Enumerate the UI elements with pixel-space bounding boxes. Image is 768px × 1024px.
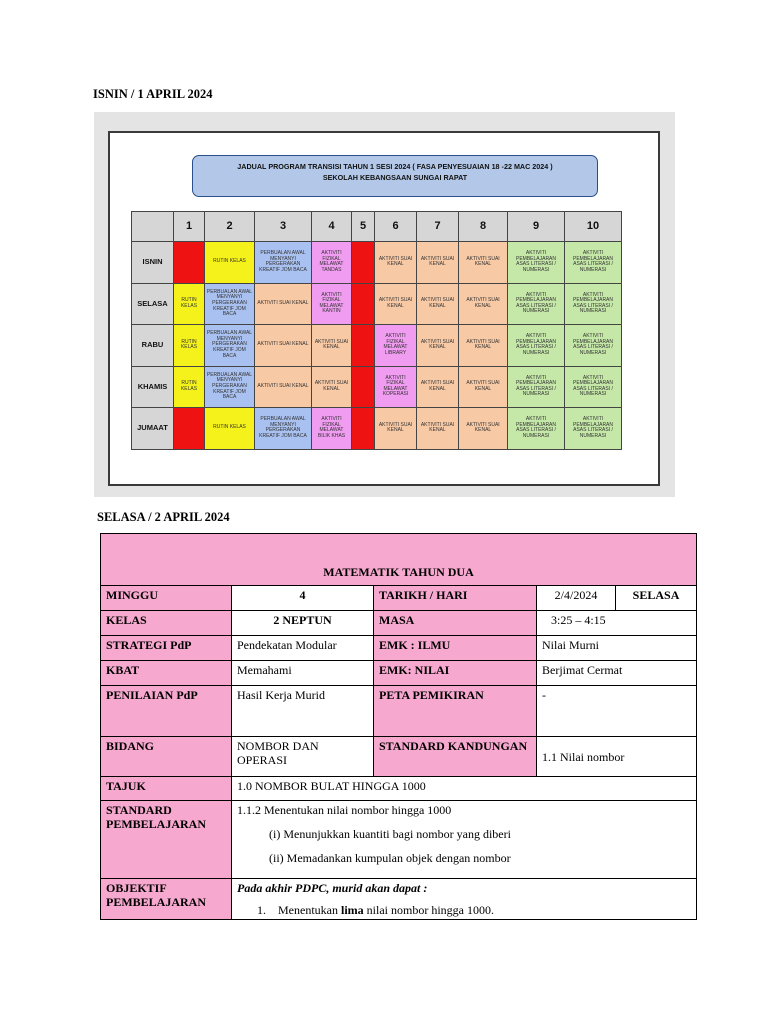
timetable-activity-cell: AKTIVITI FIZIKAL MELAWAT TANDAS <box>312 242 352 284</box>
timetable-activity-cell: RUTIN KELAS <box>174 366 205 408</box>
emk-nilai-label: EMK: NILAI <box>374 661 537 686</box>
timetable-activity-cell: AKTIVITI SUAI KENAL <box>417 242 459 284</box>
timetable-row <box>132 283 622 325</box>
timetable-period-header: 4 <box>312 212 352 242</box>
objektif-item-emphasis: lima <box>340 903 364 917</box>
minggu-value: 4 <box>232 586 374 611</box>
masa-value: 3:25 – 4:15 <box>537 611 697 636</box>
timetable-activity-cell: AKTIVITI SUAI KENAL <box>255 283 312 325</box>
timetable-period-header: 1 <box>174 212 205 242</box>
timetable-grid <box>131 211 622 450</box>
timetable-activity-cell: AKTIVITI SUAI KENAL <box>459 242 508 284</box>
timetable-activity-cell: AKTIVITI PEMBELAJARAN ASAS LITERASI / NUMERASI <box>565 325 622 367</box>
kbat-label: KBAT <box>101 661 232 686</box>
timetable-activity-cell: RUTIN KELAS <box>174 283 205 325</box>
emk-ilmu-value: Nilai Murni <box>537 636 697 661</box>
emk-ilmu-label: EMK : ILMU <box>374 636 537 661</box>
timetable-activity-cell: AKTIVITI SUAI KENAL <box>375 283 417 325</box>
strategi-value: Pendekatan Modular <box>232 636 374 661</box>
timetable-day-label: RABU <box>132 325 174 367</box>
objektif-item-number: 1. <box>257 903 266 917</box>
timetable-activity-cell: AKTIVITI SUAI KENAL <box>375 242 417 284</box>
timetable-activity-cell: AKTIVITI PEMBELAJARAN ASAS LITERASI / NUMERASI <box>565 408 622 450</box>
timetable-activity-cell: AKTIVITI PEMBELAJARAN ASAS LITERASI / NUMERASI <box>508 366 565 408</box>
timetable-period-header: 7 <box>417 212 459 242</box>
sp-line-3: (ii) Memadankan kumpulan objek dengan nombor <box>269 851 511 865</box>
heading-isnin: ISNIN / 1 APRIL 2024 <box>93 87 213 101</box>
timetable-activity-cell: AKTIVITI PEMBELAJARAN ASAS LITERASI / NUMERASI <box>508 242 565 284</box>
timetable-activity-cell: AKTIVITI SUAI KENAL <box>255 325 312 367</box>
heading-selasa: SELASA / 2 APRIL 2024 <box>97 510 230 524</box>
timetable-title: JADUAL PROGRAM TRANSISI TAHUN 1 SESI 2024 ( FASA PENYESUAIAN 18 -22 MAC 2024 ) <box>237 162 553 171</box>
timetable-activity-cell: AKTIVITI PEMBELAJARAN ASAS LITERASI / NUMERASI <box>508 283 565 325</box>
timetable-activity-cell: AKTIVITI PEMBELAJARAN ASAS LITERASI / NUMERASI <box>508 408 565 450</box>
sp-label: STANDARD PEMBELAJARAN <box>101 801 232 879</box>
timetable-activity-cell: AKTIVITI SUAI KENAL <box>417 325 459 367</box>
timetable-period-header: 5 <box>352 212 375 242</box>
timetable-activity-cell: AKTIVITI PEMBELAJARAN ASAS LITERASI / NUMERASI <box>508 325 565 367</box>
timetable-activity-cell: AKTIVITI PEMBELAJARAN ASAS LITERASI / NUMERASI <box>565 366 622 408</box>
timetable-sheet <box>108 131 660 486</box>
strategi-label: STRATEGI PdP <box>101 636 232 661</box>
tajuk-label: TAJUK <box>101 777 232 801</box>
sp-line-1: 1.1.2 Menentukan nilai nombor hingga 1000 <box>237 803 452 817</box>
masa-label: MASA <box>374 611 537 636</box>
sp-line-2: (i) Menunjukkan kuantiti bagi nombor yang diberi <box>269 827 511 841</box>
timetable-activity-cell <box>352 242 375 284</box>
objektif-item-text-post: nilai nombor hingga 1000. <box>363 903 494 917</box>
tarikh-label: TARIKH / HARI <box>374 586 537 611</box>
timetable-row <box>132 366 622 408</box>
timetable-activity-cell: PERBUALAN AWAL MENYANYI PERGERAKAN KREATIF JOM BACA <box>255 242 312 284</box>
peta-value: - <box>537 686 697 737</box>
timetable-activity-cell <box>352 366 375 408</box>
peta-label: PETA PEMIKIRAN <box>374 686 537 737</box>
timetable-activity-cell: AKTIVITI SUAI KENAL <box>312 366 352 408</box>
timetable-activity-cell: RUTIN KELAS <box>205 408 255 450</box>
timetable-activity-cell: AKTIVITI SUAI KENAL <box>375 408 417 450</box>
timetable-activity-cell <box>174 408 205 450</box>
timetable-row <box>132 325 622 367</box>
timetable-activity-cell: AKTIVITI SUAI KENAL <box>459 325 508 367</box>
timetable-image <box>94 112 675 497</box>
timetable-activity-cell: RUTIN KELAS <box>174 325 205 367</box>
timetable-activity-cell: AKTIVITI SUAI KENAL <box>459 283 508 325</box>
sp-cell <box>232 801 697 879</box>
timetable-activity-cell: AKTIVITI FIZIKAL MELAWAT KOPERASI <box>375 366 417 408</box>
timetable-day-label: JUMAAT <box>132 408 174 450</box>
timetable-day-label: KHAMIS <box>132 366 174 408</box>
kelas-value: 2 NEPTUN <box>232 611 374 636</box>
objektif-item <box>237 903 691 917</box>
penilaian-label: PENILAIAN PdP <box>101 686 232 737</box>
timetable-period-header: 3 <box>255 212 312 242</box>
lesson-title: MATEMATIK TAHUN DUA <box>101 534 697 586</box>
timetable-activity-cell: PERBUALAN AWAL MENYANYI PERGERAKAN KREATIF JOM BACA <box>205 283 255 325</box>
objektif-intro: Pada akhir PDPC, murid akan dapat : <box>237 881 428 895</box>
timetable-day-label: SELASA <box>132 283 174 325</box>
timetable-activity-cell: AKTIVITI PEMBELAJARAN ASAS LITERASI / NUMERASI <box>565 242 622 284</box>
timetable-activity-cell: AKTIVITI FIZIKAL MELAWAT LIBRARY <box>375 325 417 367</box>
timetable-row <box>132 242 622 284</box>
tarikh-value: 2/4/2024 <box>537 586 616 611</box>
objektif-cell <box>232 879 697 920</box>
lesson-plan-table <box>100 533 697 920</box>
bidang-label: BIDANG <box>101 737 232 777</box>
timetable-activity-cell: PERBUALAN AWAL MENYANYI PERGERAKAN KREATIF JOM BACA <box>205 366 255 408</box>
timetable-activity-cell: PERBUALAN AWAL MENYANYI PERGERAKAN KREATIF JOM BACA <box>255 408 312 450</box>
timetable-activity-cell <box>174 242 205 284</box>
objektif-label: OBJEKTIF PEMBELAJARAN <box>101 879 232 920</box>
sk-label: STANDARD KANDUNGAN <box>374 737 537 777</box>
timetable-activity-cell: AKTIVITI SUAI KENAL <box>255 366 312 408</box>
timetable-corner-cell <box>132 212 174 242</box>
bidang-value: NOMBOR DAN OPERASI <box>232 737 374 777</box>
timetable-period-header: 9 <box>508 212 565 242</box>
timetable-activity-cell: AKTIVITI SUAI KENAL <box>312 325 352 367</box>
timetable-activity-cell: AKTIVITI SUAI KENAL <box>417 408 459 450</box>
objektif-item-text-pre: Menentukan <box>278 903 341 917</box>
timetable-activity-cell <box>352 408 375 450</box>
kelas-label: KELAS <box>101 611 232 636</box>
hari-value: SELASA <box>616 586 697 611</box>
timetable-activity-cell <box>352 283 375 325</box>
timetable-title-box <box>192 155 598 197</box>
timetable-period-header: 8 <box>459 212 508 242</box>
timetable-period-header: 10 <box>565 212 622 242</box>
timetable-school-name: SEKOLAH KEBANGSAAN SUNGAI RAPAT <box>322 173 468 182</box>
timetable-row <box>132 408 622 450</box>
timetable-activity-cell: AKTIVITI SUAI KENAL <box>417 366 459 408</box>
timetable-activity-cell: AKTIVITI FIZIKAL MELAWAT BILIK KHAS <box>312 408 352 450</box>
timetable-period-header: 2 <box>205 212 255 242</box>
timetable-activity-cell: RUTIN KELAS <box>205 242 255 284</box>
timetable-day-label: ISNIN <box>132 242 174 284</box>
sk-value: 1.1 Nilai nombor <box>537 737 697 777</box>
timetable-activity-cell: AKTIVITI PEMBELAJARAN ASAS LITERASI / NUMERASI <box>565 283 622 325</box>
minggu-label: MINGGU <box>101 586 232 611</box>
penilaian-value: Hasil Kerja Murid <box>232 686 374 737</box>
emk-nilai-value: Berjimat Cermat <box>537 661 697 686</box>
timetable-activity-cell: AKTIVITI SUAI KENAL <box>459 408 508 450</box>
timetable-activity-cell <box>352 325 375 367</box>
timetable-activity-cell: PERBUALAN AWAL MENYANYI PERGERAKAN KREATIF JOM BACA <box>205 325 255 367</box>
timetable-activity-cell: AKTIVITI SUAI KENAL <box>459 366 508 408</box>
timetable-activity-cell: AKTIVITI FIZIKAL MELAWAT KANTIN <box>312 283 352 325</box>
timetable-activity-cell: AKTIVITI SUAI KENAL <box>417 283 459 325</box>
tajuk-value: 1.0 NOMBOR BULAT HINGGA 1000 <box>232 777 697 801</box>
kbat-value: Memahami <box>232 661 374 686</box>
timetable-period-header: 6 <box>375 212 417 242</box>
